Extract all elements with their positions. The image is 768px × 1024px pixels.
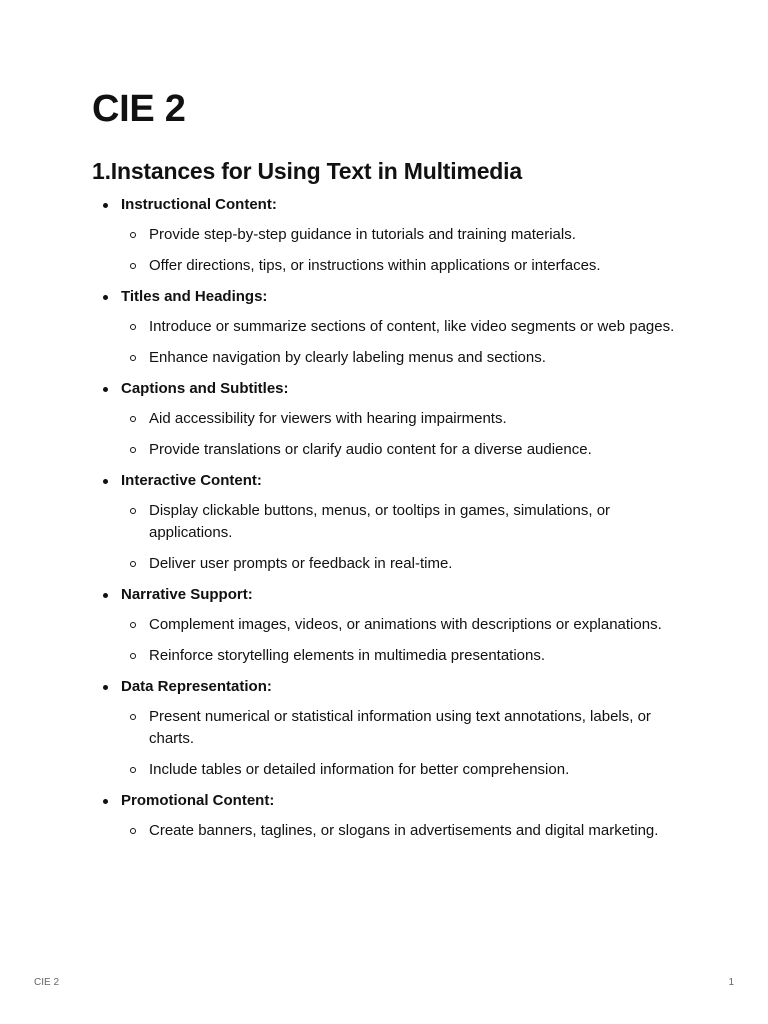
list-item-title: Data Representation: — [121, 678, 272, 695]
sub-list-item-text: Introduce or summarize sections of content, like video segments or web pages. — [149, 318, 675, 335]
sub-list-item-text: Provide step-by-step guidance in tutorials and training materials. — [149, 226, 576, 243]
sub-list — [121, 408, 692, 470]
hollow-bullet-icon — [130, 767, 136, 773]
sub-list-item-text: Complement images, videos, or animations with descriptions or explanations. — [149, 616, 662, 633]
list-item — [92, 194, 692, 286]
hollow-bullet-icon — [130, 561, 136, 567]
sub-list-item — [121, 439, 679, 470]
hollow-bullet-icon — [130, 263, 136, 269]
sub-list-item — [121, 820, 679, 851]
sub-list — [121, 224, 692, 286]
sub-list — [121, 706, 692, 790]
sub-list-item — [121, 500, 679, 553]
hollow-bullet-icon — [130, 622, 136, 628]
sub-list — [121, 614, 692, 676]
sub-list-item — [121, 224, 679, 255]
hollow-bullet-icon — [130, 355, 136, 361]
list-item-title: Promotional Content: — [121, 792, 275, 809]
sub-list — [121, 820, 692, 851]
sub-list-item-text: Provide translations or clarify audio content for a diverse audience. — [149, 441, 592, 458]
page-title: CIE 2 — [92, 88, 186, 130]
list-item-title: Instructional Content: — [121, 196, 277, 213]
sub-list — [121, 316, 692, 378]
sub-list-item-text: Enhance navigation by clearly labeling menus and sections. — [149, 349, 546, 366]
sub-list-item-text: Reinforce storytelling elements in multimedia presentations. — [149, 647, 546, 664]
list-item-title: Captions and Subtitles: — [121, 380, 289, 397]
sub-list — [121, 500, 692, 584]
bullet-dot-icon — [103, 799, 108, 804]
sub-list-item-text: Include tables or detailed information for better comprehension. — [149, 761, 570, 778]
sub-list-item — [121, 645, 679, 676]
list-item — [92, 378, 692, 470]
hollow-bullet-icon — [130, 714, 136, 720]
sub-list-item-text: Display clickable buttons, menus, or tooltips in games, simulations, or applications. — [149, 502, 611, 541]
bullet-dot-icon — [103, 685, 108, 690]
sub-list-item — [121, 759, 679, 790]
footer-page-number: 1 — [728, 977, 734, 988]
sub-list-item-text: Offer directions, tips, or instructions within applications or interfaces. — [149, 257, 601, 274]
sub-list-item-text: Deliver user prompts or feedback in real-time. — [149, 555, 453, 572]
sub-list-item-text: Present numerical or statistical information using text annotations, labels, or charts. — [149, 708, 651, 747]
list-item-title: Titles and Headings: — [121, 288, 268, 305]
sub-list-item — [121, 553, 679, 584]
sub-list-item — [121, 316, 679, 347]
sub-list-item-text: Create banners, taglines, or slogans in advertisements and digital marketing. — [149, 822, 659, 839]
bullet-list — [92, 194, 692, 851]
list-item — [92, 286, 692, 378]
hollow-bullet-icon — [130, 508, 136, 514]
list-item — [92, 470, 692, 584]
hollow-bullet-icon — [130, 653, 136, 659]
bullet-dot-icon — [103, 203, 108, 208]
hollow-bullet-icon — [130, 232, 136, 238]
list-item-title: Interactive Content: — [121, 472, 262, 489]
sub-list-item — [121, 614, 679, 645]
section-heading: 1.Instances for Using Text in Multimedia — [92, 158, 522, 184]
document-content — [92, 194, 692, 851]
hollow-bullet-icon — [130, 416, 136, 422]
footer-document-title: CIE 2 — [34, 977, 60, 988]
bullet-dot-icon — [103, 479, 108, 484]
sub-list-item — [121, 255, 679, 286]
bullet-dot-icon — [103, 593, 108, 598]
bullet-dot-icon — [103, 387, 108, 392]
sub-list-item-text: Aid accessibility for viewers with hearing impairments. — [149, 410, 507, 427]
hollow-bullet-icon — [130, 324, 136, 330]
list-item — [92, 676, 692, 790]
hollow-bullet-icon — [130, 828, 136, 834]
bullet-dot-icon — [103, 295, 108, 300]
list-item-title: Narrative Support: — [121, 586, 253, 603]
sub-list-item — [121, 408, 679, 439]
list-item — [92, 584, 692, 676]
sub-list-item — [121, 706, 679, 759]
list-item — [92, 790, 692, 851]
hollow-bullet-icon — [130, 447, 136, 453]
sub-list-item — [121, 347, 679, 378]
